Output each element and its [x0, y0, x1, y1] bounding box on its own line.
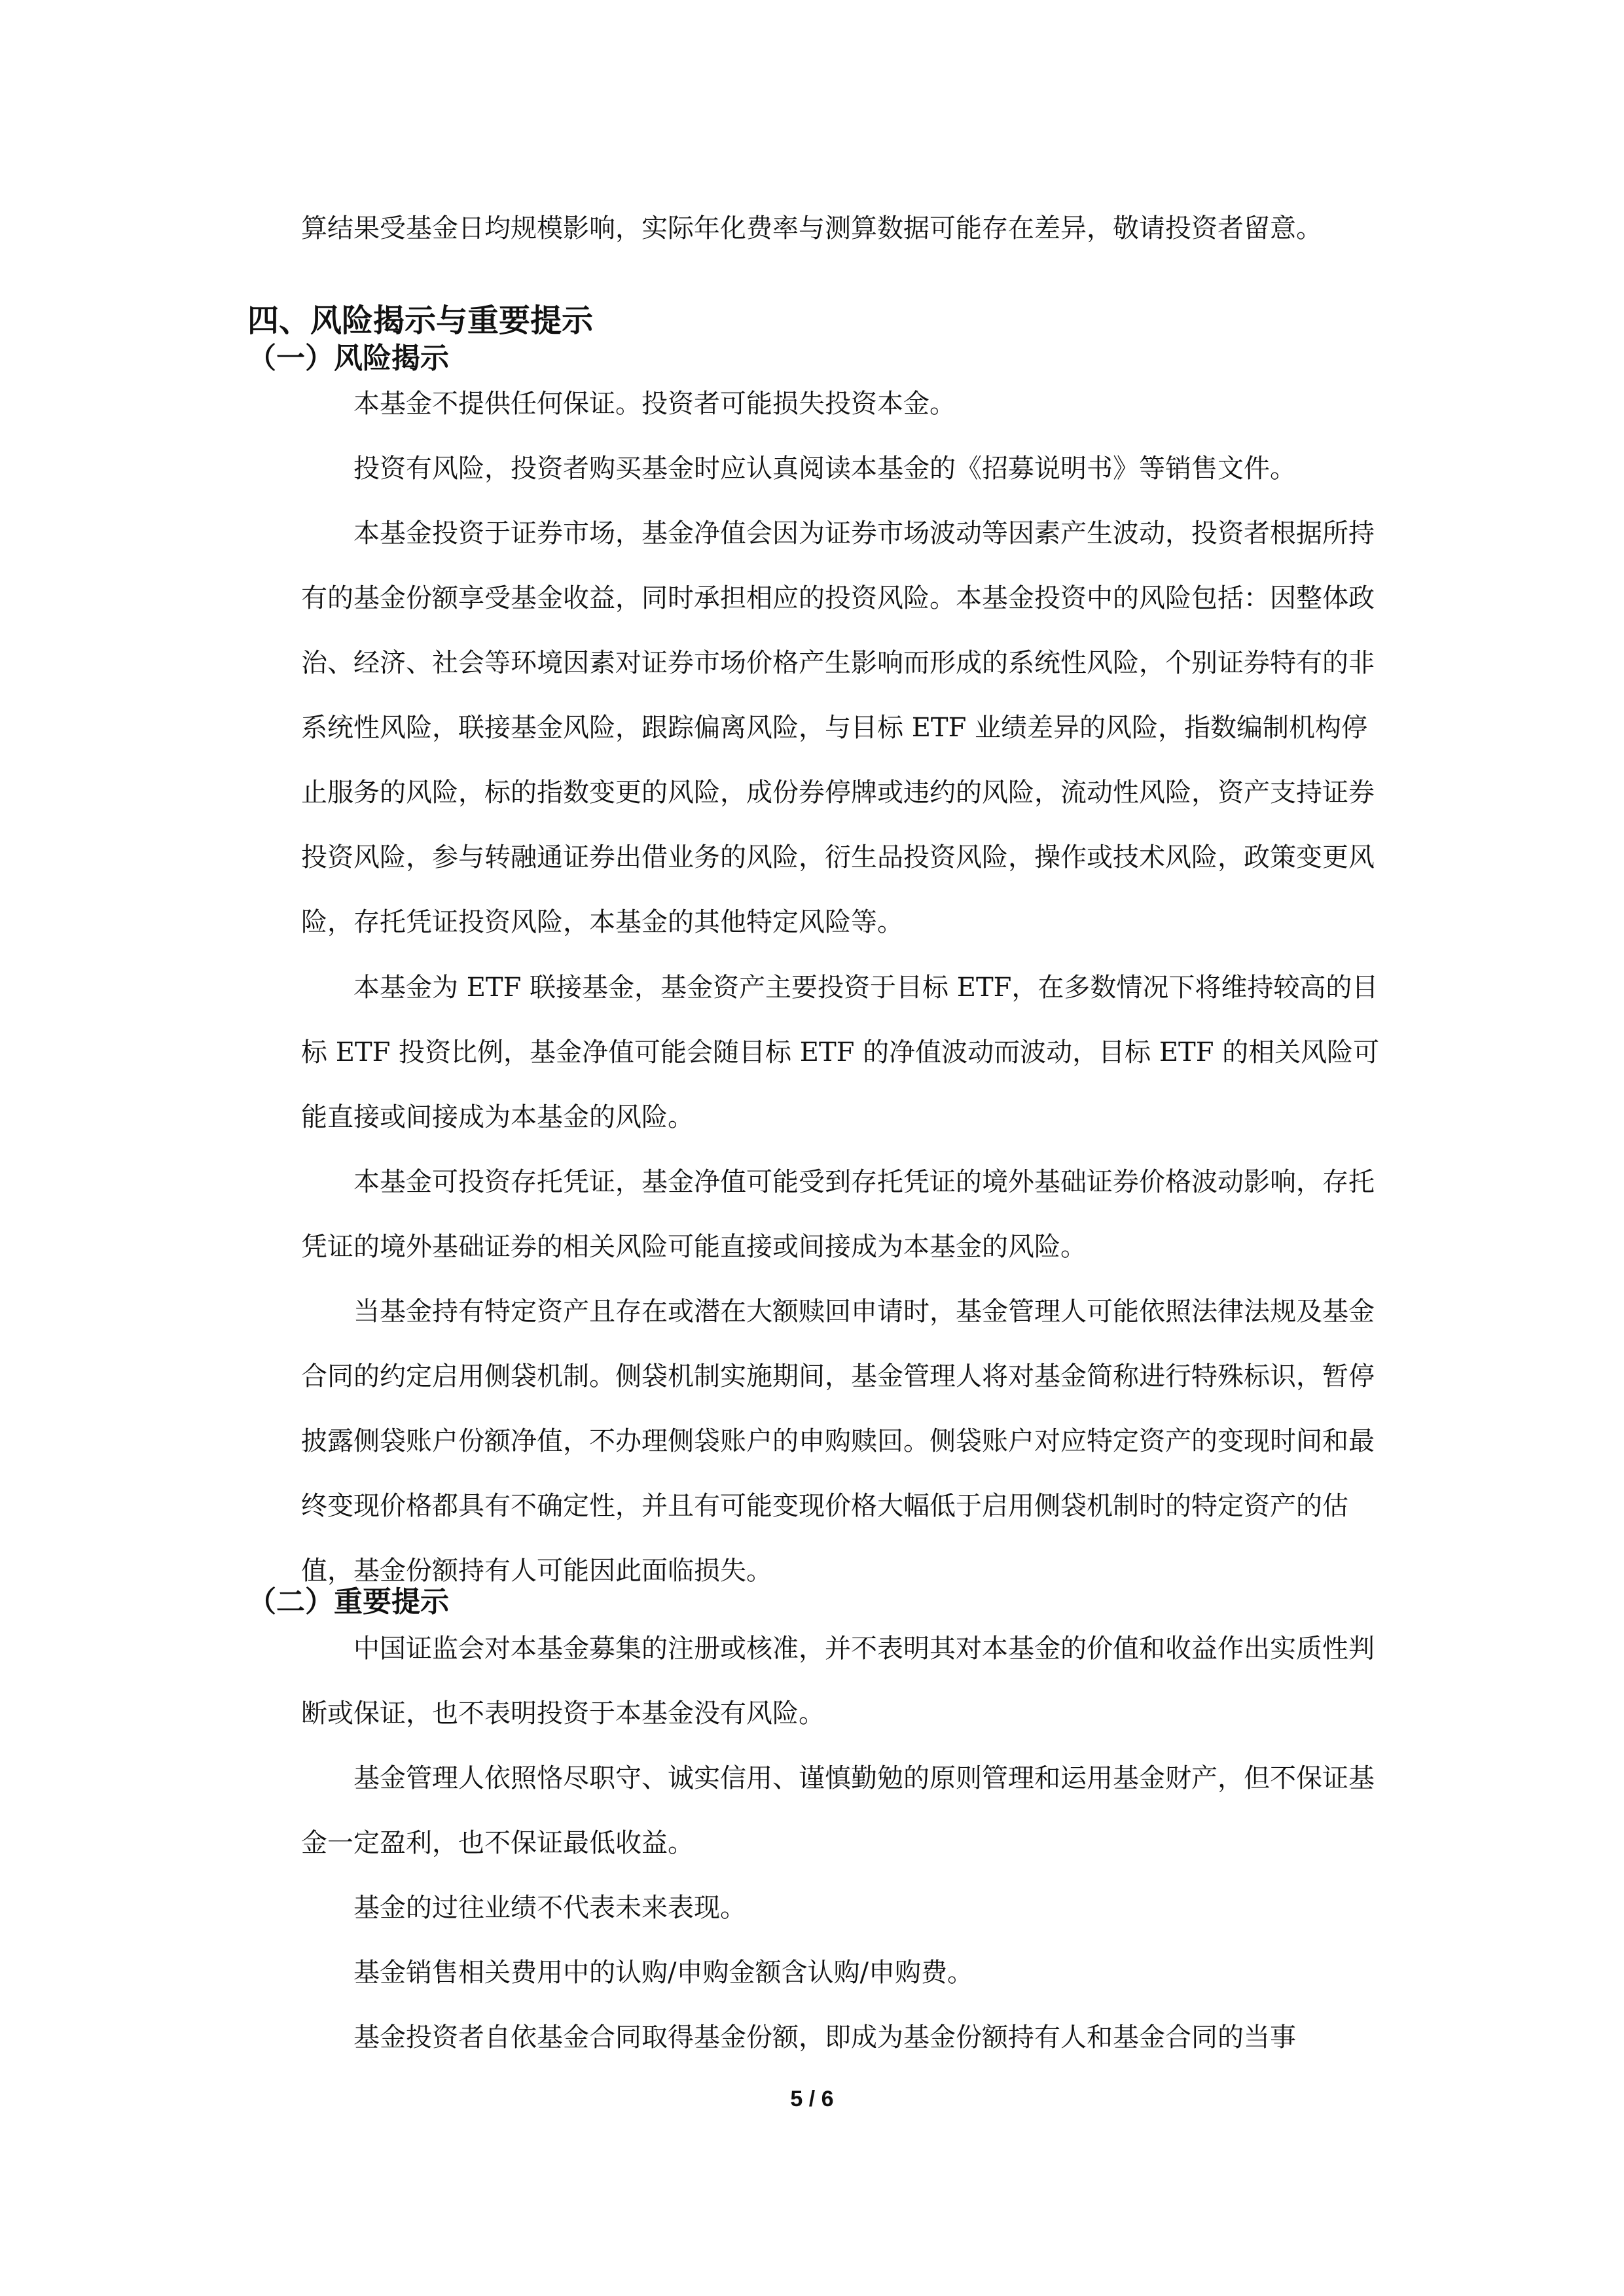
paragraph-past-performance: 基金的过往业绩不代表未来表现。 — [353, 1893, 746, 1923]
paragraph-csrc: 中国证监会对本基金募集的注册或核准，并不表明其对本基金的价值和收益作出实质性判断或保证，也不表明投资于本基金没有风险。 — [301, 1634, 1375, 1729]
paragraph-investment-risk: 投资有风险，投资者购买基金时应认真阅读本基金的《招募说明书》等销售文件。 — [353, 454, 1296, 484]
section-heading-risk-disclosure: 四、风险揭示与重要提示 — [247, 302, 594, 339]
paragraph-risk-list: 本基金投资于证券市场，基金净值会因为证券市场波动等因素产生波动，投资者根据所持有的基金份额享受基金收益，同时承担相应的投资风险。本基金投资中的风险包括：因整体政治、经济、社会等环境因素对证券市场价格产生影响而形成的系统性风险，个别证券特有的非系统性风险，联接基金风险，跟踪偏离风险，与目标 ETF 业绩差异的风险，指数编制机构停止服务的风险，标的指数变更的风险，成份券停牌或违约的风险，流动性风险，资产支持证券投资风险，参与转融通证券出借业务的风险，衍生品投资风险，操作或技术风险，政策变更风险，存托凭证投资风险，本基金的其他特定风险等。 — [301, 518, 1375, 937]
paragraph-sales-fees: 基金销售相关费用中的认购/申购金额含认购/申购费。 — [353, 1958, 973, 1988]
subsection-heading-risk: （一）风险揭示 — [247, 342, 449, 375]
subsection-heading-important: （二）重要提示 — [247, 1585, 449, 1619]
paragraph-depositary-receipt: 本基金可投资存托凭证，基金净值可能受到存托凭证的境外基础证券价格波动影响，存托凭证的境外基础证券的相关风险可能直接或间接成为本基金的风险。 — [301, 1167, 1375, 1262]
paragraph-side-pocket: 当基金持有特定资产且存在或潜在大额赎回申请时，基金管理人可能依照法律法规及基金合同的约定启用侧袋机制。侧袋机制实施期间，基金管理人将对基金简称进行特殊标识，暂停披露侧袋账户份额净值，不办理侧袋账户的申购赎回。侧袋账户对应特定资产的变现时间和最终变现价格都具有不确定性，并且有可能变现价格大幅低于启用侧袋机制时的特定资产的估值，基金份额持有人可能因此面临损失。 — [301, 1297, 1375, 1586]
paragraph-etf-link: 本基金为 ETF 联接基金，基金资产主要投资于目标 ETF，在多数情况下将维持较高的目标 ETF 投资比例，基金净值可能会随目标 ETF 的净值波动而波动，目标 ETF 的相关风险可能直接或间接成为本基金的风险。 — [301, 973, 1380, 1132]
page-number: 5 / 6 — [790, 2087, 834, 2111]
paragraph-no-guarantee: 本基金不提供任何保证。投资者可能损失投资本金。 — [353, 389, 956, 419]
intro-paragraph: 算结果受基金日均规模影响，实际年化费率与测算数据可能存在差异，敬请投资者留意。 — [301, 213, 1322, 243]
paragraph-holder: 基金投资者自依基金合同取得基金份额，即成为基金份额持有人和基金合同的当事 — [353, 2022, 1296, 2053]
paragraph-manager-duty: 基金管理人依照恪尽职守、诚实信用、谨慎勤勉的原则管理和运用基金财产，但不保证基金一定盈利，也不保证最低收益。 — [301, 1763, 1375, 1858]
